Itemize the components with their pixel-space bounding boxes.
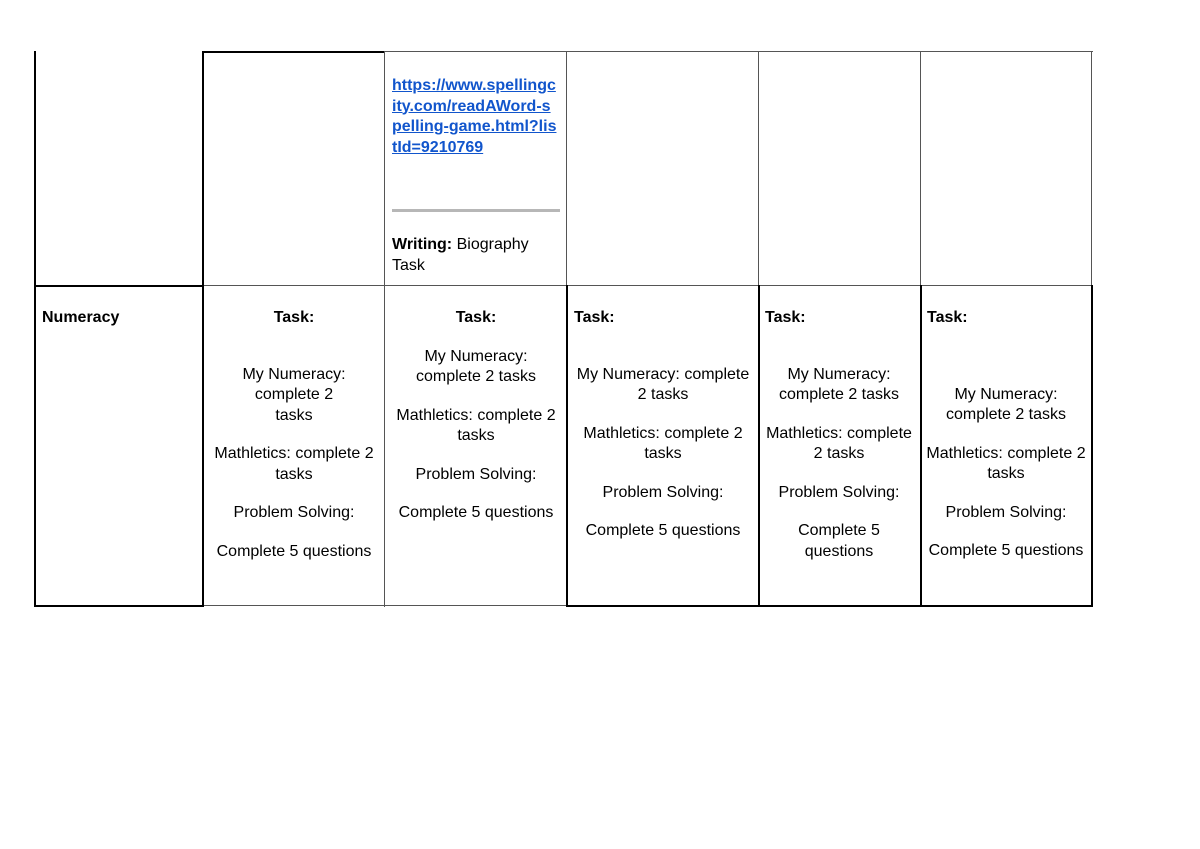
task-label: Task: [455,309,497,326]
task-label: Task: [273,309,315,326]
numeracy-cell-3 [572,308,754,542]
complete-questions-text: Complete 5 questions [928,542,1084,559]
mathletics-text: Mathletics: complete 2 tasks [926,444,1086,482]
writing-text: Biography Task [392,236,529,274]
spellingcity-link[interactable]: https://www.spellingcity.com/readAWord-spelling-game.html?listId=9210769 [392,77,557,156]
numeracy-row-label: Numeracy [42,309,120,326]
my-numeracy-text: My Numeracy: complete 2 tasks [778,365,900,403]
numeracy-cell-4 [764,308,914,562]
numeracy-cell-1 [206,308,382,562]
complete-questions-text: Complete 5 questions [585,522,741,539]
task-label: Task: [765,309,806,326]
numeracy-cell-2 [388,308,564,524]
mathletics-text: Mathletics: complete 2 tasks [766,424,912,462]
mathletics-text: Mathletics: complete 2 tasks [396,406,556,444]
complete-questions-text: Complete 5 questions [216,542,372,560]
complete-questions-text: Complete 5 questions [798,522,880,560]
task-label: Task: [574,309,615,326]
writing-label: Writing: [392,236,453,253]
problem-solving-text: Problem Solving: [233,504,355,521]
problem-solving-text: Problem Solving: [945,503,1067,521]
my-numeracy-text: My Numeracy: complete 2 tasks [415,347,537,385]
mathletics-text: Mathletics: complete 2 tasks [214,445,374,483]
my-numeracy-text: My Numeracy: complete 2 tasks [576,365,750,403]
writing-task-cell [392,235,560,276]
task-label: Task: [927,309,968,326]
numeracy-cell-5 [926,308,1086,562]
my-numeracy-text: My Numeracy: complete 2 tasks [945,385,1067,423]
complete-questions-text: Complete 5 questions [398,504,554,521]
problem-solving-text: Problem Solving: [415,465,537,483]
section-divider [392,209,560,212]
mathletics-text: Mathletics: complete 2 tasks [583,424,743,462]
my-numeracy-text: My Numeracy: complete 2 tasks [242,365,346,424]
problem-solving-text: Problem Solving: [778,483,900,501]
spelling-link-cell [392,76,560,158]
problem-solving-text: Problem Solving: [602,483,724,501]
